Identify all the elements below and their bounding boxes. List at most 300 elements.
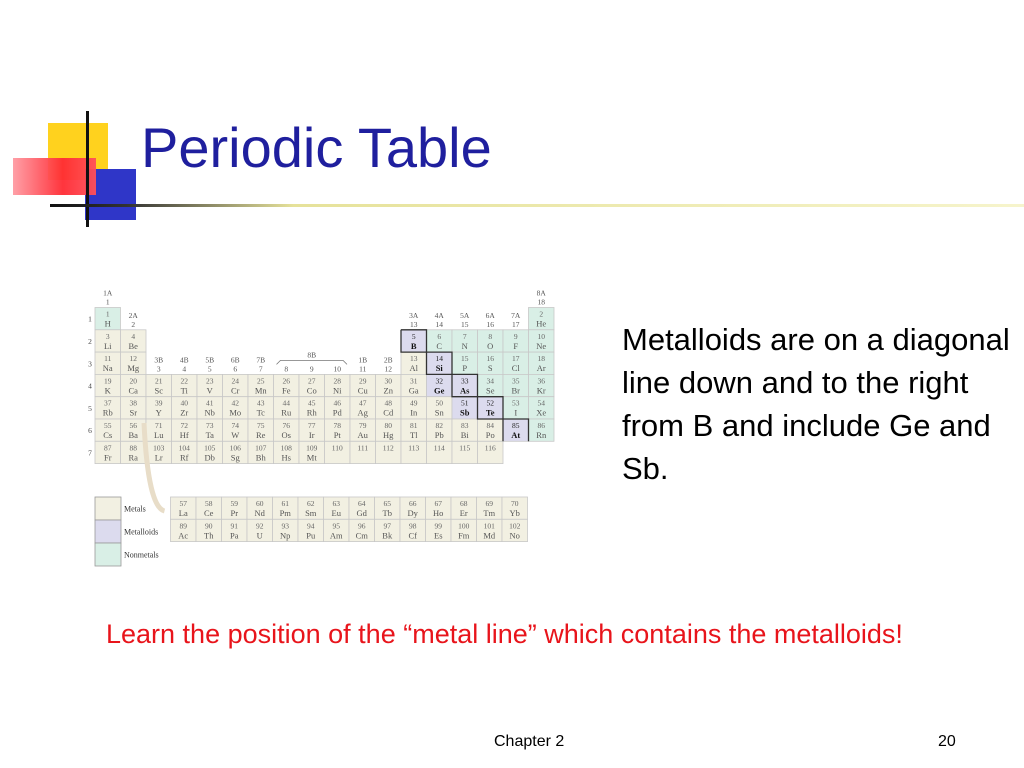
- element-cell-At: [503, 419, 529, 441]
- atomic-number: 114: [433, 443, 445, 453]
- atomic-number: 100: [458, 521, 470, 531]
- table-text: 4: [182, 364, 187, 374]
- table-text: 15: [461, 319, 469, 329]
- element-symbol: Be: [128, 340, 138, 351]
- element-symbol: S: [487, 363, 493, 374]
- element-symbol: Ru: [281, 407, 292, 418]
- element-cell-Gd: [349, 497, 375, 519]
- element-symbol: U: [256, 530, 263, 541]
- atomic-number: 70: [511, 499, 519, 508]
- element-cell-P: [452, 352, 478, 374]
- atomic-number: 52: [486, 398, 494, 408]
- atomic-number: 27: [308, 376, 316, 386]
- element-cell-Pm: [273, 497, 299, 519]
- atomic-number: 13: [410, 354, 418, 364]
- element-symbol: Cu: [357, 385, 368, 396]
- element-cell-Tb: [375, 497, 401, 519]
- element-symbol: Ce: [204, 508, 214, 518]
- element-cell-Mo: [223, 397, 249, 419]
- element-symbol: Np: [280, 530, 291, 541]
- element-symbol: Fm: [458, 530, 470, 541]
- metal-line-note: Learn the position of the “metal line” which contains the metalloids!: [106, 619, 903, 649]
- atomic-number: 30: [384, 376, 392, 386]
- element-cell-Tc: [248, 397, 274, 419]
- element-symbol: Dy: [407, 508, 418, 518]
- atomic-number: 65: [383, 499, 391, 508]
- element-symbol: Bh: [255, 452, 266, 463]
- element-symbol: Rb: [102, 407, 113, 418]
- atomic-number: 14: [435, 354, 443, 364]
- table-text: 3A: [409, 310, 419, 320]
- element-symbol: Sb: [460, 407, 470, 418]
- element-symbol: Ba: [128, 430, 138, 440]
- element-symbol: Se: [486, 385, 495, 396]
- element-symbol: Pr: [230, 508, 239, 518]
- atomic-number: 69: [485, 499, 493, 508]
- element-cell-Sm: [298, 497, 324, 519]
- element-symbol: Rn: [536, 430, 547, 440]
- table-text: 2: [88, 336, 92, 346]
- element-cell-Ge: [427, 374, 453, 396]
- atomic-number: 50: [435, 398, 443, 408]
- element-symbol: Ag: [357, 407, 368, 418]
- atomic-number: 95: [332, 521, 340, 531]
- element-symbol: Sc: [154, 385, 163, 396]
- element-cell-Tl: [401, 419, 427, 441]
- atomic-number: 75: [257, 421, 265, 430]
- atomic-number: 62: [307, 499, 315, 508]
- atomic-number: 25: [257, 376, 265, 386]
- atomic-number: 55: [104, 421, 112, 430]
- atomic-number: 74: [231, 421, 239, 430]
- element-symbol: Nd: [254, 508, 265, 518]
- element-symbol: Es: [434, 530, 443, 541]
- element-cell-Er: [451, 497, 477, 519]
- legend-swatch-metalloid: [95, 520, 121, 543]
- table-text: 2B: [383, 355, 393, 365]
- table-text: 8: [284, 364, 289, 374]
- footer-page-number: 20: [938, 733, 956, 750]
- atomic-number: 67: [434, 499, 442, 508]
- element-cell-114: [427, 441, 453, 463]
- element-symbol: Re: [256, 430, 266, 440]
- element-cell-Cr: [223, 374, 249, 396]
- atomic-number: 116: [484, 443, 496, 453]
- table-text: 1B: [358, 355, 368, 365]
- atomic-number: 87: [104, 443, 112, 453]
- atomic-number: 106: [229, 443, 241, 453]
- atomic-number: 47: [359, 398, 367, 408]
- element-cell-He: [529, 308, 555, 330]
- element-symbol: Ra: [128, 452, 138, 463]
- atomic-number: 42: [231, 398, 239, 408]
- element-symbol: C: [436, 340, 443, 351]
- element-cell-Lr: [146, 441, 172, 463]
- element-symbol: No: [509, 530, 520, 541]
- element-symbol: I: [514, 407, 518, 418]
- element-cell-Mt: [299, 441, 325, 463]
- element-cell-Hf: [172, 419, 198, 441]
- element-symbol: In: [410, 407, 418, 418]
- element-cell-Mg: [121, 352, 147, 374]
- atomic-number: 104: [178, 443, 190, 453]
- periodic-table-figure: [85, 278, 565, 578]
- element-cell-Am: [324, 519, 350, 541]
- element-symbol: As: [460, 385, 470, 396]
- element-cell-Sc: [146, 374, 172, 396]
- table-text: 18: [537, 297, 545, 307]
- atomic-number: 63: [332, 499, 340, 508]
- element-symbol: Mo: [229, 407, 242, 418]
- element-cell-V: [197, 374, 223, 396]
- element-symbol: Au: [357, 430, 368, 440]
- element-symbol: Lu: [154, 430, 164, 440]
- atomic-number: 99: [434, 521, 442, 531]
- element-cell-Rb: [95, 397, 121, 419]
- element-symbol: Sm: [305, 508, 317, 518]
- atomic-number: 26: [282, 376, 290, 386]
- atomic-number: 108: [280, 443, 292, 453]
- element-symbol: Ir: [308, 430, 315, 440]
- element-cell-Md: [477, 519, 503, 541]
- table-text: 11: [359, 364, 367, 374]
- element-symbol: Gd: [356, 508, 367, 518]
- title-underline: [50, 204, 1024, 207]
- element-symbol: Mg: [127, 363, 140, 374]
- element-symbol: Sn: [434, 407, 444, 418]
- element-symbol: Bi: [460, 430, 469, 440]
- element-symbol: Lr: [154, 452, 163, 463]
- atomic-number: 40: [180, 398, 188, 408]
- atomic-number: 61: [281, 499, 289, 508]
- atomic-number: 23: [206, 376, 214, 386]
- element-cell-Tm: [477, 497, 503, 519]
- element-cell-U: [247, 519, 273, 541]
- atomic-number: 12: [129, 354, 137, 364]
- element-cell-Ra: [121, 441, 147, 463]
- element-symbol: Th: [204, 530, 214, 541]
- table-text: 7: [88, 448, 92, 458]
- element-cell-Ce: [196, 497, 222, 519]
- atomic-number: 45: [308, 398, 316, 408]
- atomic-number: 24: [231, 376, 239, 386]
- element-cell-Po: [478, 419, 504, 441]
- element-cell-Bi: [452, 419, 478, 441]
- table-text: 1: [105, 297, 110, 307]
- atomic-number: 8: [488, 331, 493, 341]
- element-cell-Sn: [427, 397, 453, 419]
- atomic-number: 31: [410, 376, 418, 386]
- element-cell-Se: [478, 374, 504, 396]
- element-symbol: Zn: [383, 385, 393, 396]
- atomic-number: 51: [461, 398, 469, 408]
- element-symbol: Ar: [536, 363, 546, 374]
- atomic-number: 5: [411, 331, 416, 341]
- atomic-number: 49: [410, 398, 418, 408]
- legend-swatch-nonmetal: [95, 543, 121, 566]
- element-cell-Rf: [172, 441, 198, 463]
- table-text: 7B: [256, 355, 266, 365]
- footer-chapter: Chapter 2: [494, 733, 565, 750]
- element-cell-Rn: [529, 419, 555, 441]
- atomic-number: 92: [256, 521, 264, 531]
- atomic-number: 80: [384, 421, 392, 430]
- element-symbol: Tb: [382, 508, 392, 518]
- element-cell-110: [325, 441, 351, 463]
- table-text: 1: [88, 314, 92, 324]
- element-cell-Na: [95, 352, 121, 374]
- element-symbol: V: [206, 385, 213, 396]
- atomic-number: 9: [513, 331, 518, 341]
- atomic-number: 41: [206, 398, 214, 408]
- element-cell-Pa: [222, 519, 248, 541]
- element-symbol: Cd: [383, 407, 394, 418]
- element-symbol: Rh: [306, 407, 317, 418]
- atomic-number: 64: [358, 499, 366, 508]
- atomic-number: 98: [409, 521, 417, 531]
- element-cell-Sb: [452, 397, 478, 419]
- atomic-number: 22: [180, 376, 188, 386]
- table-text: 5A: [460, 310, 470, 320]
- atomic-number: 107: [255, 443, 267, 453]
- table-text: 4B: [179, 355, 189, 365]
- element-symbol: N: [461, 340, 468, 351]
- table-text: 8B: [307, 350, 317, 360]
- element-cell-K: [95, 374, 121, 396]
- element-cell-Cd: [376, 397, 402, 419]
- atomic-number: 85: [512, 421, 520, 430]
- atomic-number: 102: [509, 521, 521, 531]
- element-cell-Pu: [298, 519, 324, 541]
- element-symbol: Si: [435, 363, 443, 374]
- element-symbol: Os: [281, 430, 291, 440]
- element-cell-Np: [273, 519, 299, 541]
- element-cell-Pt: [325, 419, 351, 441]
- element-symbol: Rf: [180, 452, 189, 463]
- element-symbol: Ni: [333, 385, 342, 396]
- element-cell-Yb: [502, 497, 528, 519]
- element-cell-H: [95, 308, 121, 330]
- table-text: 5: [88, 403, 92, 413]
- element-cell-Pr: [222, 497, 248, 519]
- atomic-number: 34: [486, 376, 494, 386]
- element-symbol: Er: [459, 508, 468, 518]
- atomic-number: 83: [461, 421, 469, 430]
- atomic-number: 78: [333, 421, 341, 430]
- table-text: 5: [207, 364, 212, 374]
- element-symbol: Pt: [333, 430, 341, 440]
- atomic-number: 44: [282, 398, 290, 408]
- element-cell-Al: [401, 352, 427, 374]
- atomic-number: 111: [357, 443, 369, 453]
- element-cell-Ho: [426, 497, 452, 519]
- legend-swatch-metal: [95, 497, 121, 520]
- element-cell-Au: [350, 419, 376, 441]
- element-cell-111: [350, 441, 376, 463]
- atomic-number: 17: [512, 354, 520, 364]
- element-symbol: Pb: [434, 430, 444, 440]
- element-symbol: Pu: [306, 530, 316, 541]
- element-symbol: At: [511, 430, 521, 440]
- atomic-number: 15: [461, 354, 469, 364]
- element-cell-Hs: [274, 441, 300, 463]
- element-cell-In: [401, 397, 427, 419]
- atomic-number: 88: [129, 443, 137, 453]
- atomic-number: 11: [104, 354, 112, 364]
- element-cell-O: [478, 330, 504, 352]
- element-cell-B: [401, 330, 427, 352]
- element-cell-Eu: [324, 497, 350, 519]
- atomic-number: 96: [358, 521, 366, 531]
- element-cell-Os: [274, 419, 300, 441]
- element-symbol: Cr: [231, 385, 240, 396]
- atomic-number: 33: [461, 376, 469, 386]
- element-symbol: Cm: [355, 530, 368, 541]
- element-cell-Ar: [529, 352, 555, 374]
- table-text: 17: [512, 319, 520, 329]
- table-text: 16: [486, 319, 494, 329]
- element-symbol: Hs: [281, 452, 291, 463]
- element-symbol: He: [536, 318, 547, 329]
- table-text: 3: [88, 359, 92, 369]
- element-symbol: Ta: [205, 430, 214, 440]
- atomic-number: 76: [282, 421, 290, 430]
- element-cell-Cs: [95, 419, 121, 441]
- element-cell-Re: [248, 419, 274, 441]
- element-symbol: Ne: [536, 340, 547, 351]
- table-text: 2: [131, 319, 136, 329]
- table-text: 7: [258, 364, 263, 374]
- element-symbol: H: [104, 318, 111, 329]
- table-text: 14: [435, 319, 443, 329]
- element-cell-N: [452, 330, 478, 352]
- element-symbol: Na: [102, 363, 113, 374]
- element-cell-Bk: [375, 519, 401, 541]
- atomic-number: 20: [129, 376, 137, 386]
- atomic-number: 79: [359, 421, 367, 430]
- element-symbol: Y: [155, 407, 162, 418]
- element-symbol: Ho: [433, 508, 444, 518]
- atomic-number: 71: [155, 421, 163, 430]
- element-symbol: Yb: [509, 508, 520, 518]
- element-cell-Ni: [325, 374, 351, 396]
- element-symbol: Mt: [306, 452, 317, 463]
- element-cell-Zr: [172, 397, 198, 419]
- element-cell-Zn: [376, 374, 402, 396]
- element-cell-La: [171, 497, 197, 519]
- atomic-number: 97: [383, 521, 391, 531]
- atomic-number: 82: [435, 421, 443, 430]
- atomic-number: 66: [409, 499, 417, 508]
- element-cell-Th: [196, 519, 222, 541]
- table-text: 1A: [103, 288, 113, 298]
- element-cell-Mn: [248, 374, 274, 396]
- element-cell-Bh: [248, 441, 274, 463]
- atomic-number: 46: [333, 398, 341, 408]
- element-symbol: Cl: [511, 363, 520, 374]
- element-cell-No: [502, 519, 528, 541]
- element-cell-Si: [427, 352, 453, 374]
- atomic-number: 81: [410, 421, 418, 430]
- atomic-number: 73: [206, 421, 214, 430]
- element-symbol: Am: [329, 530, 343, 541]
- element-symbol: Sg: [230, 452, 240, 463]
- legend-label-metal: Metals: [124, 504, 146, 514]
- atomic-number: 54: [537, 398, 545, 408]
- atomic-number: 57: [179, 499, 187, 508]
- element-symbol: Ge: [434, 385, 445, 396]
- element-cell-113: [401, 441, 427, 463]
- table-text: 10: [333, 364, 341, 374]
- element-cell-S: [478, 352, 504, 374]
- atomic-number: 58: [205, 499, 213, 508]
- element-symbol: Cf: [408, 530, 417, 541]
- element-symbol: Cs: [103, 430, 113, 440]
- atomic-number: 59: [230, 499, 238, 508]
- atomic-number: 4: [131, 331, 136, 341]
- element-cell-115: [452, 441, 478, 463]
- element-cell-F: [503, 330, 529, 352]
- table-text: 3B: [154, 355, 164, 365]
- element-cell-Cu: [350, 374, 376, 396]
- table-text: 3: [156, 364, 161, 374]
- element-symbol: Fr: [103, 452, 112, 463]
- table-text: 6: [233, 364, 238, 374]
- atomic-number: 60: [256, 499, 264, 508]
- element-cell-Sg: [223, 441, 249, 463]
- atomic-number: 93: [281, 521, 289, 531]
- element-cell-Pd: [325, 397, 351, 419]
- element-cell-Ru: [274, 397, 300, 419]
- element-cell-Ne: [529, 330, 555, 352]
- table-text: 6A: [485, 310, 495, 320]
- element-symbol: Eu: [331, 508, 341, 518]
- atomic-number: 2: [539, 309, 544, 319]
- atomic-number: 43: [257, 398, 265, 408]
- element-cell-112: [376, 441, 402, 463]
- logo-red-bar: [13, 158, 96, 195]
- atomic-number: 68: [460, 499, 468, 508]
- element-symbol: Co: [306, 385, 317, 396]
- element-symbol: Po: [485, 430, 495, 440]
- element-cell-C: [427, 330, 453, 352]
- element-cell-Rh: [299, 397, 325, 419]
- element-symbol: P: [462, 363, 468, 374]
- atomic-number: 56: [129, 421, 137, 430]
- atomic-number: 10: [537, 331, 545, 341]
- element-symbol: Tm: [483, 508, 496, 518]
- element-cell-Ga: [401, 374, 427, 396]
- atomic-number: 19: [104, 376, 112, 386]
- element-cell-Cl: [503, 352, 529, 374]
- legend-label-metalloid: Metalloids: [124, 527, 159, 537]
- element-cell-Be: [121, 330, 147, 352]
- atomic-number: 16: [486, 354, 494, 364]
- element-symbol: Pm: [279, 508, 291, 518]
- atomic-number: 86: [537, 421, 545, 430]
- atomic-number: 89: [179, 521, 187, 531]
- element-cell-Dy: [400, 497, 426, 519]
- element-cell-Xe: [529, 397, 555, 419]
- element-cell-Ac: [171, 519, 197, 541]
- atomic-number: 110: [331, 443, 343, 453]
- element-cell-Sr: [121, 397, 147, 419]
- legend-label-nonmetal: Nonmetals: [124, 550, 159, 560]
- element-symbol: Sr: [129, 407, 138, 418]
- element-symbol: Li: [103, 340, 112, 351]
- element-symbol: W: [231, 430, 240, 440]
- element-cell-Fr: [95, 441, 121, 463]
